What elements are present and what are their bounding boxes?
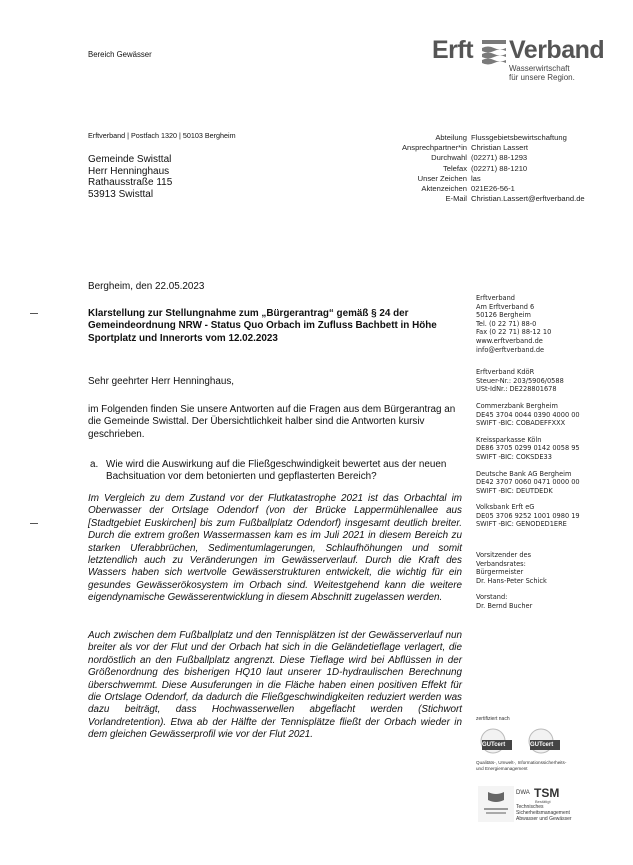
gutcert-logo bbox=[476, 726, 522, 756]
sidebar-line: SWIFT -BIC: COBADEFFXXX bbox=[476, 419, 566, 428]
meta-value: Christian.Lassert@erftverband.de bbox=[471, 194, 585, 204]
logo-word-erft: Erft bbox=[432, 36, 474, 64]
sidebar-line: SWIFT -BIC: GENODED1ERE bbox=[476, 520, 567, 529]
sidebar-line: Deutsche Bank AG Bergheim bbox=[476, 469, 572, 478]
meta-value: (02271) 88-1293 bbox=[471, 153, 528, 163]
answer-paragraph-1: Im Vergleich zu dem Zustand vor der Flutkatastrophe 2021 ist das Orbachtal im Oberwasser der Ortslage Odendorf (von der Brücke Lappermühlenallee aus [Stadtgebiet Euskirchen] bis zum Fußballplatz Odendorf) insgesamt deutlich breiter. Durch die extrem großen Wassermassen kam es im Juli 2021 in diesem Bereich zu starken Uferabbrüchen, Sedimentumlagerungen, Schlaufhöhungen und somit letztendlich auch zu Veränderungen im Gewässerverlauf. Durch die Kraft des Wassers haben sich wertvolle Gewässerstrukturen entwickelt, die wichtig für ein gesundes Gewässerökosystem im Orbach sind. Weitestgehend kann die weitere eigendynamische Gewässerentwicklung in diesem Abschnitt zugelassen werden. bbox=[88, 493, 462, 604]
meta-row bbox=[311, 133, 585, 143]
sidebar-line: DE86 3705 0299 0142 0058 95 bbox=[476, 444, 580, 453]
meta-key: Aktenzeichen bbox=[421, 184, 467, 194]
recipient-address bbox=[88, 154, 172, 200]
wave-logo-icon bbox=[480, 38, 508, 66]
sidebar-board bbox=[476, 593, 616, 610]
fold-mark bbox=[30, 313, 38, 314]
meta-row bbox=[311, 143, 585, 153]
sidebar-line: Dr. Bernd Bucher bbox=[476, 602, 533, 611]
meta-value: 021E26-56-1 bbox=[471, 184, 515, 194]
sidebar-line: Erftverband KdöR bbox=[476, 368, 535, 377]
recipient-line: 53913 Swisttal bbox=[88, 188, 154, 200]
sidebar-line: Tel. (0 22 71) 88-0 bbox=[476, 319, 537, 328]
tsm-caption-line: Abwasser und Gewässer bbox=[516, 816, 572, 822]
logo-word-verband: Verband bbox=[509, 36, 605, 64]
cert-caption-line: Qualitäts-, Umwelt-, Informationssicherheits- bbox=[476, 760, 567, 765]
meta-row bbox=[311, 184, 585, 194]
sidebar-line: SWIFT -BIC: COKSDE33 bbox=[476, 452, 552, 461]
sidebar-line: USt-IdNr.: DE228801678 bbox=[476, 385, 557, 394]
meta-value: las bbox=[471, 173, 481, 183]
sidebar-line: Erftverband bbox=[476, 294, 515, 302]
tsm-big: TSM bbox=[534, 786, 560, 800]
tsm-caption-line: Technisches bbox=[516, 804, 544, 810]
subject-line: Klarstellung zur Stellungnahme zum „Bürgerantrag“ gemäß § 24 der Gemeindeordnung NRW - Status Quo Orbach im Zufluss Bachbett in Höhe Sportplatz und Innerorts vom 12.02.2023 bbox=[88, 308, 437, 344]
gutcert-logo bbox=[524, 726, 570, 756]
sidebar-line: DE05 3706 9252 1001 0980 19 bbox=[476, 511, 580, 520]
logo-tagline-1: Wasserwirtschaft bbox=[509, 64, 570, 73]
intro-paragraph: im Folgenden finden Sie unsere Antworten auf die Fragen aus dem Bürgerantrag an die Gemeinde Swisttal. Der Übersichtlichkeit halber sind die Antworten kursiv geschrieben. bbox=[88, 404, 456, 440]
sidebar-chair bbox=[476, 551, 616, 585]
meta-key: Abteilung bbox=[435, 133, 467, 142]
sidebar-bank bbox=[476, 470, 616, 496]
sidebar-bank bbox=[476, 436, 616, 462]
sidebar-line: Am Erftverband 6 bbox=[476, 302, 535, 311]
sidebar-line: 50126 Bergheim bbox=[476, 311, 531, 320]
meta-value: (02271) 88-1210 bbox=[471, 163, 528, 173]
sidebar-line: Fax (0 22 71) 88-12 10 bbox=[476, 328, 552, 337]
recipient-line: Rathausstraße 115 bbox=[88, 177, 173, 188]
gutcert-icon bbox=[524, 726, 570, 756]
cert-caption-line: und Energiemanagement bbox=[476, 765, 528, 771]
meta-value: Flussgebietsbewirtschaftung bbox=[471, 133, 567, 142]
gutcert-text: GUTcert bbox=[530, 742, 554, 748]
meta-key: Ansprechpartner*in bbox=[401, 143, 467, 153]
meta-key: E-Mail bbox=[445, 194, 467, 204]
gutcert-text: GUTcert bbox=[482, 742, 506, 748]
meta-key: Telefax bbox=[442, 163, 467, 173]
sender-line: Erftverband | Postfach 1320 | 50103 Bergheim bbox=[88, 131, 236, 140]
sidebar-line: Vorsitzender des bbox=[476, 551, 532, 560]
question-letter: a. bbox=[90, 459, 99, 470]
logo-tagline-2: für unsere Region. bbox=[509, 73, 575, 82]
sidebar-line: Kreissparkasse Köln bbox=[476, 435, 542, 444]
recipient-line: Gemeinde Swisttal bbox=[88, 154, 172, 165]
sidebar-bank bbox=[476, 503, 616, 529]
sidebar-line: Commerzbank Bergheim bbox=[476, 401, 558, 410]
meta-row bbox=[311, 153, 585, 163]
cert-caption bbox=[476, 760, 566, 771]
certified-label: zertifiziert nach bbox=[476, 716, 510, 722]
tsm-logo bbox=[516, 786, 586, 804]
seal-icon bbox=[478, 786, 514, 822]
department-label: Bereich Gewässer bbox=[88, 50, 152, 59]
sidebar-line: Steuer-Nr.: 203/5906/0588 bbox=[476, 376, 564, 385]
tsm-caption bbox=[516, 804, 572, 822]
question-text: Wie wird die Auswirkung auf die Fließgeschwindigkeit bewertet aus der neuen Bachsituation vor dem betonierten und gepflasterten Bereich? bbox=[106, 459, 447, 483]
salutation: Sehr geehrter Herr Henninghaus, bbox=[88, 376, 235, 387]
sidebar bbox=[476, 294, 616, 619]
sidebar-line: Verbandsrates: bbox=[476, 559, 526, 568]
sidebar-address bbox=[476, 294, 616, 354]
meta-key: Unser Zeichen bbox=[417, 173, 467, 183]
fold-mark bbox=[30, 523, 38, 524]
meta-row bbox=[311, 174, 585, 184]
sidebar-line: Volksbank Erft eG bbox=[476, 503, 535, 512]
sidebar-tax bbox=[476, 368, 616, 394]
erftverband-logo bbox=[432, 36, 605, 86]
sidebar-line: info@erftverband.de bbox=[476, 345, 545, 354]
seal-logo bbox=[478, 786, 514, 822]
sidebar-bank bbox=[476, 402, 616, 428]
recipient-line: Herr Henninghaus bbox=[88, 165, 170, 177]
date-line: Bergheim, den 22.05.2023 bbox=[88, 281, 205, 292]
sidebar-line: Bürgermeister bbox=[476, 568, 524, 577]
sidebar-line: www.erftverband.de bbox=[476, 336, 543, 345]
sidebar-line: SWIFT -BIC: DEUTDEDK bbox=[476, 486, 553, 495]
answer-paragraph-2: Auch zwischen dem Fußballplatz und den Tennisplätzen ist der Gewässerverlauf nun breiter als vor der Flut und der Orbach hat sich in die Geländetieflage verlagert, die nordöstlich an den Fußballplatz angrenzt. Diese Tieflage wird bei Abflüssen in der Größenordnung des bisherigen HQ10 laut unserer 1D-hydraulischen Berechnung überschwemmt. Diese Ausuferungen in die Fläche haben einen positiven Effekt für die Ortslage Odendorf, da dadurch die Fließgeschwindigkeiten reduziert werden was dazu beiträgt, dass Hochwasserwellen abgeflacht werden (Stichwort Vorlandretention). Etwa ab der Hälfte der Tennisplätze fließt der Orbach wieder in dem gleichen Gewässerprofil wie vor der Flut 2021. bbox=[88, 630, 462, 741]
tsm-caption-line: Sicherheitsmanagement bbox=[516, 810, 570, 816]
meta-row bbox=[311, 194, 585, 204]
gutcert-icon bbox=[476, 726, 522, 756]
meta-row bbox=[311, 164, 585, 174]
meta-key: Durchwahl bbox=[431, 153, 467, 163]
sidebar-line: Vorstand: bbox=[476, 593, 508, 602]
sidebar-line: DE42 3707 0060 0471 0000 00 bbox=[476, 478, 580, 487]
sidebar-line: Dr. Hans-Peter Schick bbox=[476, 576, 547, 585]
tsm-dwa: DWA bbox=[516, 790, 530, 796]
meta-value: Christian Lassert bbox=[471, 143, 528, 153]
contact-meta bbox=[311, 133, 585, 204]
sidebar-line: DE45 3704 0044 0390 4000 00 bbox=[476, 410, 580, 419]
tsm-sub: Bestätigt bbox=[535, 799, 551, 804]
